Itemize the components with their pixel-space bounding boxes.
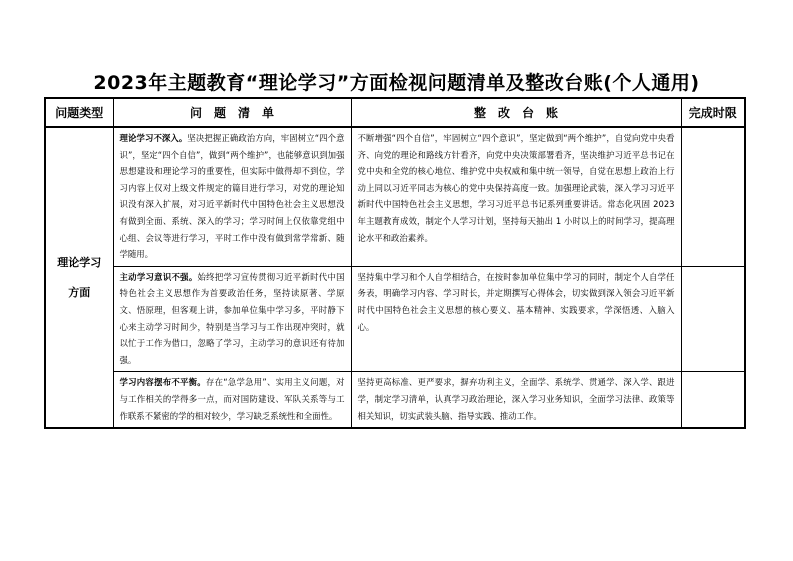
deadline-cell: [681, 127, 745, 266]
category-cell: [45, 127, 113, 428]
issue-body: 坚决把握正确政治方向，牢固树立“四个意识”，坚定“四个自信”，做到“两个维护”，也能够意识到加强思想建设和理论学习的重要性，但实际中做得却不到位，学习内容上仅对上级文件规定的篇目进行学习，对党的理论知识没有深入扩展，对习近平新时代中国特色社会主义思想没有做到全面、系统、深入的学习；学习时间上仅依靠党组中心组、会议等进行学习，平时工作中没有做到常学常新、随学随用。: [119, 133, 345, 260]
category-line-1: 理论学习: [57, 255, 102, 269]
header-problem-type: 问题类型: [45, 98, 113, 127]
issue-title: 主动学习意识不强。: [119, 271, 198, 282]
table-row: [45, 127, 745, 266]
deadline-cell: [681, 266, 745, 372]
table-row: [45, 372, 745, 428]
issue-title: 理论学习不深入。: [119, 133, 188, 143]
category-line-2: 方面: [68, 285, 91, 299]
header-problem-list: 问 题 清 单: [113, 98, 351, 127]
page-title: 2023年主题教育“理论学习”方面检视问题清单及整改台账(个人通用): [93, 72, 700, 94]
issue-cell: [113, 372, 351, 428]
issue-cell: [113, 127, 351, 266]
deadline-cell: [681, 372, 745, 428]
issue-cell: [113, 266, 351, 372]
header-row: [45, 98, 745, 127]
header-deadline: 完成时限: [681, 98, 745, 127]
rectification-cell: 坚持更高标准、更严要求，摒弃功利主义，全面学、系统学、贯通学、深入学、跟进学，制定学习清单，认真学习政治理论，深入学习业务知识，全面学习法律、政策等相关知识，切实武装头脑、指导实践、推动工作。: [351, 372, 681, 428]
issue-body: 存在“急学急用”、实用主义问题，对与工作相关的学得多一点，而对国防建设、军队关系等与工作联系不紧密的学的相对较少，学习缺乏系统性和全面性。: [119, 377, 345, 421]
rectification-ledger-table: [44, 97, 746, 429]
rectification-cell: 坚持集中学习和个人自学相结合，在按时参加单位集中学习的同时，制定个人自学任务表，明确学习内容、学习时长，并定期撰写心得体会，切实做到深入领会习近平新时代中国特色社会主义思想的核心要义、基本精神、实践要求，学深悟透、入脑入心。: [351, 266, 681, 372]
table-row: [45, 266, 745, 372]
rectification-cell: 不断增强“四个自信”，牢固树立“四个意识”，坚定做到“两个维护”，自觉向党中央看齐、向党的理论和路线方针看齐，向党中央决策部署看齐，坚决维护习近平总书记在党中央和全党的核心地位、维护党中央权威和集中统一领导，自觉在思想上政治上行动上同以习近平同志为核心的党中央保持高度一致。加强理论武装，深入学习习近平新时代中国特色社会主义思想，学习习近平总书记系列重要讲话。常态化巩固 2023 年主题教育成效，制定个人学习计划，坚持每天抽出 1 小时以上的时间学习，提高理论水平和政治素养。: [351, 127, 681, 266]
issue-body: 始终把学习宣传贯彻习近平新时代中国特色社会主义思想作为首要政治任务，坚持读原著、学原文、悟原理，但客观上讲，参加单位集中学习多，平时静下心来主动学习时间少，特别是当学习与工作出现冲突时，就以忙于工作为借口，忽略了学习，主动学习的意识还有待加强。: [119, 271, 345, 365]
issue-title: 学习内容摆布不平衡。: [119, 377, 206, 388]
header-rectification-ledger: 整 改 台 账: [351, 98, 681, 127]
